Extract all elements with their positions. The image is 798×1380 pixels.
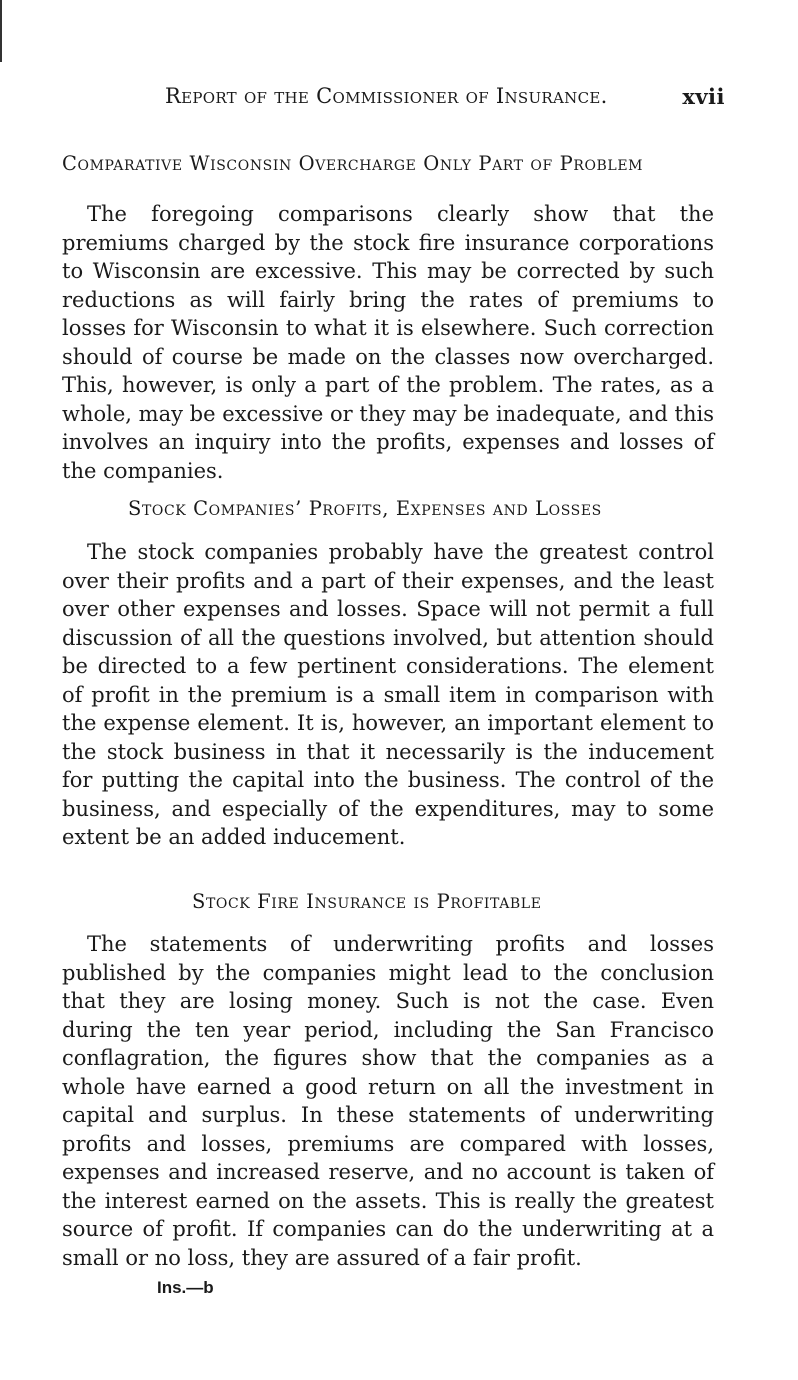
section-heading-profitable: Stock Fire Insurance is Profitable <box>192 890 542 913</box>
section-heading-comparative: Comparative Wisconsin Overcharge Only Part of Problem <box>62 152 644 175</box>
page-number: xvii <box>682 84 725 109</box>
paragraph-comparative: The foregoing comparisons clearly show that the premiums charged by the stock fire insurance corporations to Wisconsin are excessive. This may be corrected by such reductions as will fairly bring the rates of premiums to losses for Wisconsin to what it is elsewhere. Such correction should of course be made on the classes now overcharged. This, however, is only a part of the problem. The rates, as a whole, may be excessive or they may be inadequate, and this involves an inquiry into the profits, expenses and losses of the companies. <box>62 202 714 483</box>
section-heading-profits-expenses: Stock Companies’ Profits, Expenses and Losses <box>128 497 602 520</box>
running-head-title: Report of the Commissioner of Insurance. <box>165 84 608 108</box>
left-margin-rule <box>0 0 2 62</box>
paragraph-profitable: The statements of underwriting profits and losses published by the companies might lead to the conclusion that they are losing money. Such is not the case. Even during the ten year period, including the San Francisco conflagration, the figures show that the companies as a whole have earned a good return on all the investment in capital and surplus. In these statements of underwriting profits and losses, premiums are compared with losses, expenses and increased reserve, and no account is taken of the interest earned on the assets. This is really the greatest source of profit. If companies can do the underwriting at a small or no loss, they are assured of a fair profit. <box>62 932 714 1270</box>
running-head <box>165 84 725 108</box>
paragraph-profits-expenses: The stock companies probably have the greatest control over their profits and a part of their expenses, and the least over other expenses and losses. Space will not permit a full discussion of all the questions involved, but attention should be directed to a few pertinent considerations. The element of profit in the premium is a small item in comparison with the expense element. It is, however, an important element to the stock business in that it necessarily is the inducement for putting the capital into the business. The control of the business, and especially of the expenditures, may to some extent be an added inducement. <box>62 540 714 849</box>
signature-mark: Ins.—b <box>157 1278 214 1297</box>
